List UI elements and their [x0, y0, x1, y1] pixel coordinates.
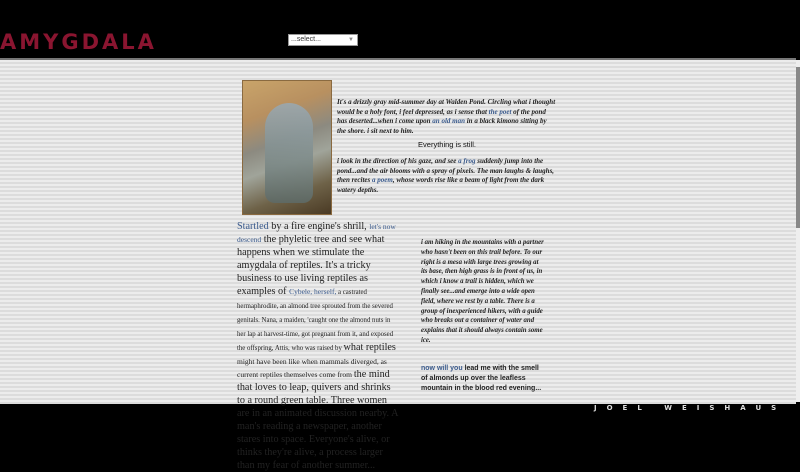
text: a castrated hermaphrodite, an almond tree sprouted from the severed genitals. Nana, a maiden, 'caught one the almond nuts in her lap at harvest-time, got pregnant from it, and exposed the offspring, Attis, who was raised by: [237, 289, 394, 352]
text: what reptiles: [343, 342, 396, 353]
link-an-old-man[interactable]: an old man: [432, 117, 465, 125]
left-column-text: [237, 220, 400, 472]
middle-column-closing: [421, 364, 546, 394]
link-lets-now-descend[interactable]: let's now descend: [237, 222, 396, 244]
middle-column-text: i am hiking in the mountains with a partner who hasn't been on this trail before. To our right is a mesa with large trees growing at its base, then high grass is in front of us, in which i know a trail is hidden, which we finally see...and emerge into a wide open field, where we rest by a table. There is a group of inexperienced hikers, with a guide who breaks out a container of water and explains that it should always contain some ice.: [421, 239, 544, 344]
intro-paragraph-1: [337, 98, 557, 136]
link-a-poem[interactable]: a poem: [372, 176, 393, 184]
vertical-scrollbar[interactable]: [796, 60, 800, 402]
intro-paragraph-2: [337, 157, 557, 195]
link-a-frog[interactable]: a frog: [458, 157, 476, 165]
chevron-down-icon: ▼: [348, 37, 354, 43]
text: , whose words rise like a beam of light from the dark watery depths.: [337, 176, 545, 194]
text: i look in the direction of his gaze, and see: [337, 157, 459, 165]
text: might have been like when mammals diverged, as current reptiles themselves come from: [237, 357, 387, 379]
text: in a black kimono sitting by the shore. i sit next to him.: [337, 117, 547, 135]
link-startled[interactable]: Startled: [237, 221, 269, 232]
link-now-will-you[interactable]: now will you: [421, 365, 463, 372]
link-the-poet[interactable]: the poet: [488, 107, 512, 116]
page-select-dropdown[interactable]: [288, 34, 358, 46]
text: It's a drizzly gray mid-summer day at Walden Pond. Circling what i thought would be a holy font, i feel depressed, as i sense that: [337, 98, 556, 116]
select-value: ...select...: [291, 36, 321, 43]
text: suddenly jump into the pond...and the air blooms with a spray of pixels. The man laughs & laughs, then recites: [337, 157, 555, 184]
author-name: JOEL WEISHAUS: [594, 404, 787, 412]
text: the phyletic tree and see what happens when we stimulate the amygdala of reptiles. It's a tricky business to use living reptiles as examples of: [237, 234, 385, 297]
site-logo[interactable]: AMYGDALA: [0, 30, 157, 54]
photo-old-man-kimono: [242, 80, 332, 215]
header: [0, 0, 800, 58]
text: lead me with the smell of almonds up over the leafless mountain in the blood red evening...: [421, 365, 542, 392]
link-cybele-herself[interactable]: Cybele, herself,: [289, 287, 337, 296]
text: the mind that loves to leap, quivers and shrinks to a round green table. Three women are in an animated discussion nearby. A man's reading a newspaper, another stares into space. Everyone's alive, or thinks they're alive, a process larger than my fear of another summer...: [237, 369, 398, 471]
everything-still-heading: Everything is still.: [418, 140, 476, 149]
figure-shape: [265, 103, 313, 203]
scrollbar-thumb[interactable]: [796, 67, 800, 228]
text: of the pond has deserted...when i come upon: [337, 107, 546, 125]
text: by a fire engine's shrill,: [268, 221, 370, 232]
